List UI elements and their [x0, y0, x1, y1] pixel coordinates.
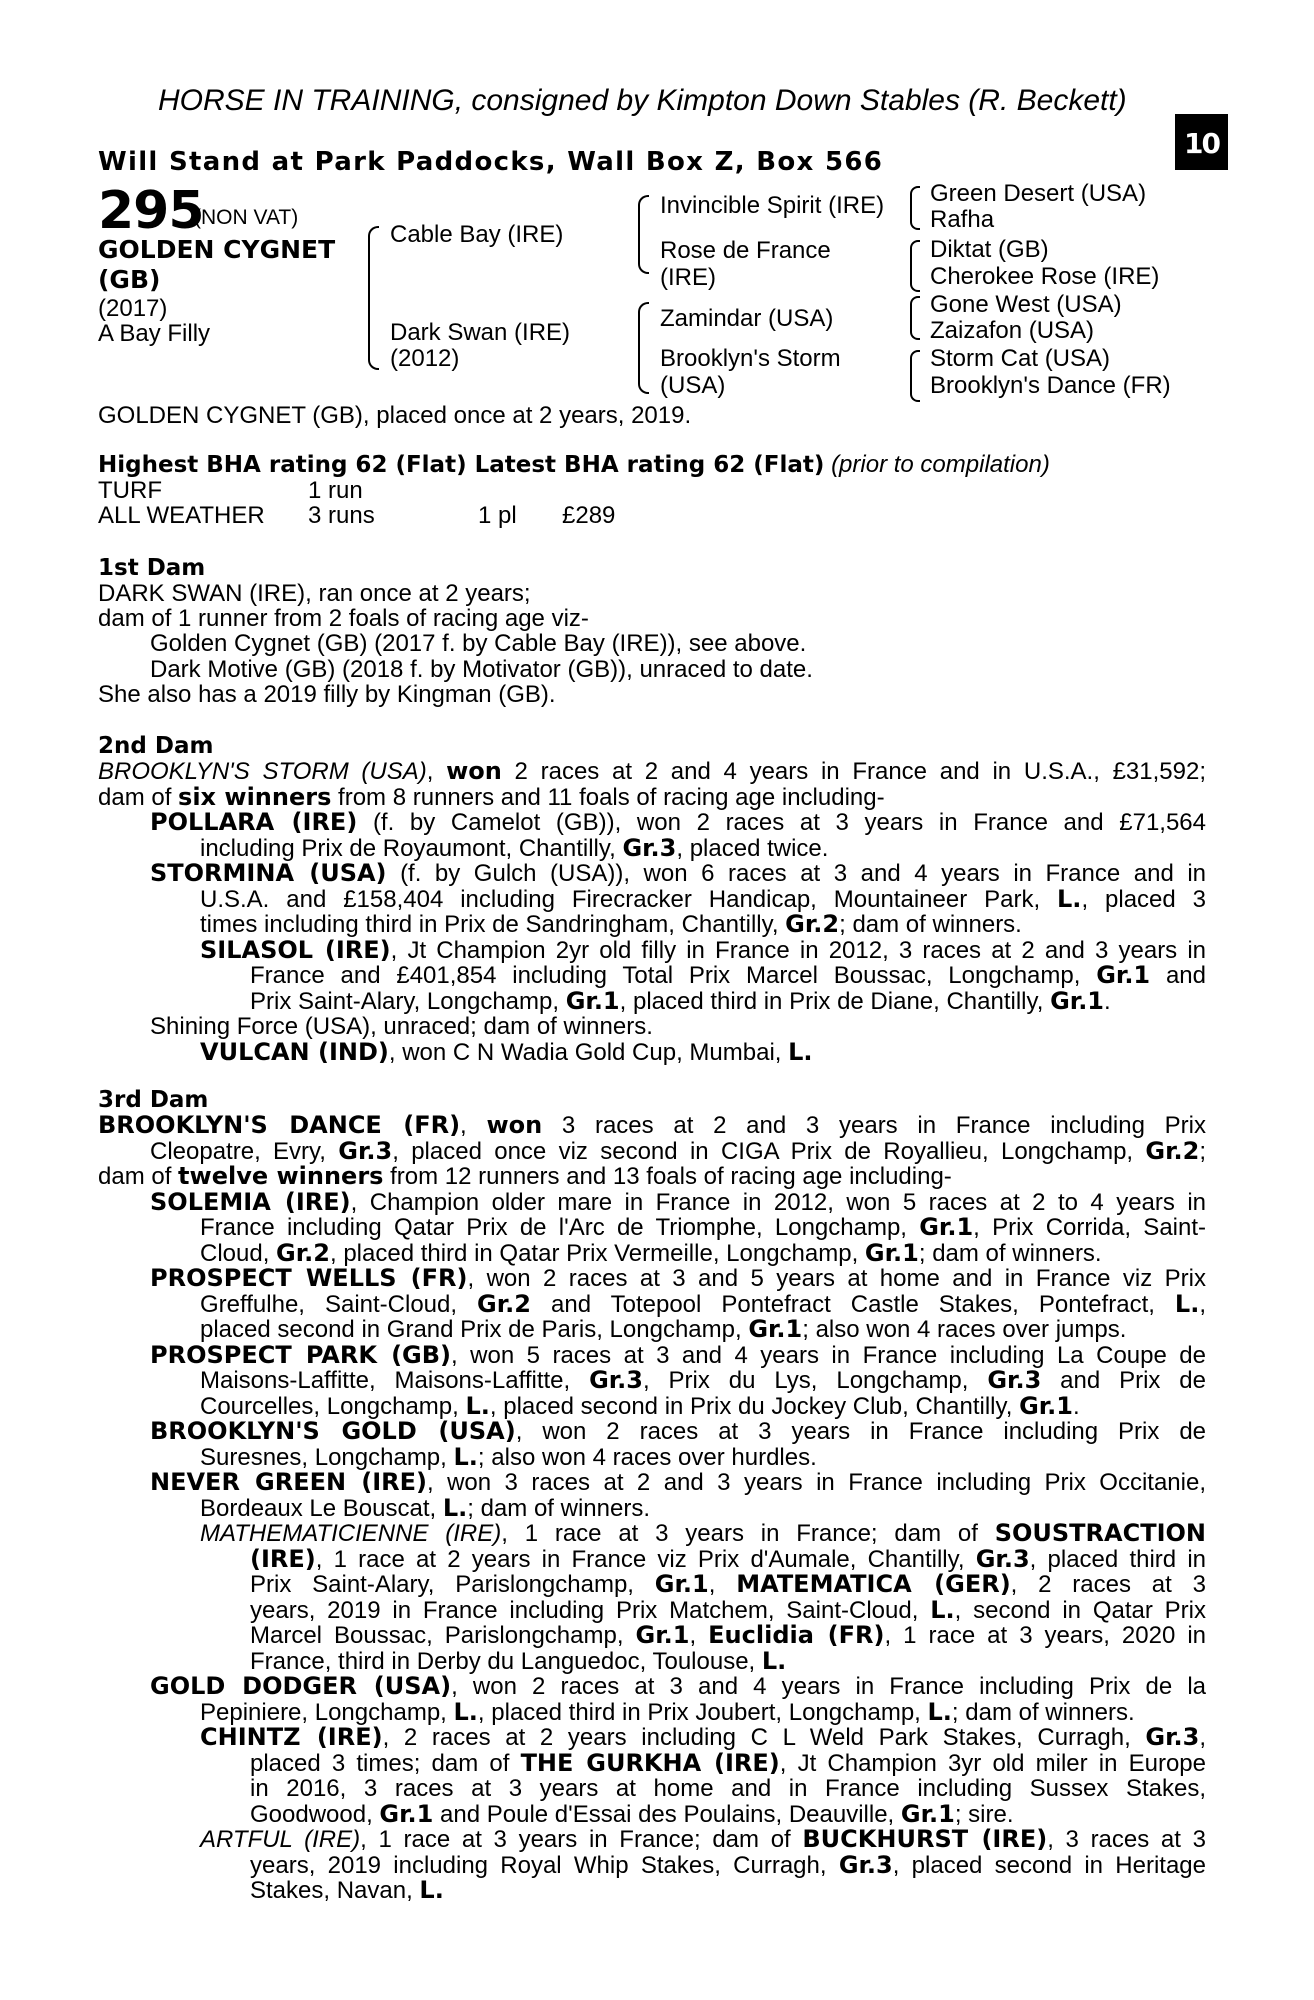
text-line: years, 2019 including Royal Whip Stakes, Curragh, Gr.3, placed second in Heritage	[250, 1850, 1206, 1879]
first-dam-line: She also has a 2019 filly by Kingman (GB).	[98, 681, 556, 708]
bha-rating	[98, 452, 1050, 479]
pedigree-brace-ss	[910, 186, 920, 230]
pedigree-dds: Storm Cat (USA)	[930, 345, 1111, 372]
text-line: Goodwood, Gr.1 and Poule d'Essai des Poulains, Deauville, Gr.1; sire.	[250, 1799, 1014, 1828]
pedigree-brace-ds	[910, 296, 920, 340]
text-line: Greffulhe, Saint-Cloud, Gr.2 and Totepool Pontefract Castle Stakes, Pontefract, L.,	[200, 1289, 1207, 1318]
second-dam-heading: 2nd Dam	[98, 733, 214, 759]
horse-description: A Bay Filly	[98, 320, 211, 347]
third-dam-heading: 3rd Dam	[98, 1087, 209, 1113]
pedigree-ssd: Rafha	[930, 206, 995, 233]
pedigree-sss: Green Desert (USA)	[930, 180, 1147, 207]
pedigree-ddd: Brooklyn's Dance (FR)	[930, 372, 1171, 399]
lot-number: 295	[98, 181, 204, 241]
text-line: dam of twelve winners from 12 runners and 13 foals of racing age including-	[98, 1162, 952, 1190]
pedigree-sire-dam-line1: Rose de France	[660, 237, 831, 264]
text-line: Bordeaux Le Bouscat, L.; dam of winners.	[200, 1493, 650, 1522]
text-line: Cleopatre, Evry, Gr.3, placed once viz second in CIGA Prix de Royallieu, Longchamp, Gr.2;	[150, 1136, 1207, 1165]
horse-name-line2: (GB)	[98, 265, 161, 294]
text-line: times including third in Prix de Sandringham, Chantilly, Gr.2; dam of winners.	[200, 910, 1022, 938]
pedigree-brace-dam	[638, 302, 649, 394]
text-line: Stakes, Navan, L.	[250, 1876, 444, 1904]
text-line: BROOKLYN'S GOLD (USA), won 2 races at 3 years in France including Prix de	[150, 1417, 1207, 1445]
pedigree-brace-gen1	[368, 226, 379, 370]
text-line: France, third in Derby du Languedoc, Toulouse, L.	[250, 1646, 787, 1675]
text-line: SILASOL (IRE), Jt Champion 2yr old filly in France in 2012, 3 races at 2 and 3 years in	[200, 935, 1206, 964]
text-line: including Prix de Royaumont, Chantilly, Gr.3, placed twice.	[200, 833, 829, 862]
aw-placed: 1 pl	[478, 502, 517, 529]
text-line: dam of six winners from 8 runners and 11 foals of racing age including-	[98, 782, 885, 811]
pedigree-brace-sire	[638, 195, 649, 274]
pedigree-brace-sd	[910, 240, 920, 292]
text-line: Pepiniere, Longchamp, L., placed third in Prix Joubert, Longchamp, L.; dam of winners.	[200, 1697, 1135, 1726]
turf-runs: 1 run	[308, 477, 363, 504]
text-line: CHINTZ (IRE), 2 races at 2 years including C L Weld Park Stakes, Curragh, Gr.3,	[200, 1723, 1206, 1751]
text-line: BROOKLYN'S STORM (USA), won 2 races at 2 and 4 years in France and in U.S.A., £31,592;	[98, 757, 1207, 785]
text-line: SOLEMIA (IRE), Champion older mare in France in 2012, won 5 races at 2 to 4 years in	[150, 1187, 1207, 1216]
horse-name	[98, 235, 378, 295]
text-line: ARTFUL (IRE), 1 race at 3 years in France; dam of BUCKHURST (IRE), 3 races at 3	[200, 1825, 1206, 1853]
text-line: Prix Saint-Alary, Longchamp, Gr.1, placed third in Prix de Diane, Chantilly, Gr.1.	[250, 986, 1111, 1015]
pedigree-sire-sire: Invincible Spirit (IRE)	[660, 192, 885, 219]
first-dam-line: DARK SWAN (IRE), ran once at 2 years;	[98, 580, 531, 607]
bha-rating-note: (prior to compilation)	[831, 451, 1050, 478]
text-line: (IRE), 1 race at 2 years in France viz Prix d'Aumale, Chantilly, Gr.3, placed third in	[250, 1544, 1206, 1573]
aw-runs: 3 runs	[308, 502, 375, 529]
text-line: Cloud, Gr.2, placed third in Qatar Prix Vermeille, Longchamp, Gr.1; dam of winners.	[200, 1238, 1102, 1267]
text-line: U.S.A. and £158,404 including Firecracker Handicap, Mountaineer Park, L., placed 3	[200, 884, 1206, 913]
text-line: MATHEMATICIENNE (IRE), 1 race at 3 years in France; dam of SOUSTRACTION	[200, 1519, 1206, 1547]
pedigree-brace-dd	[910, 350, 920, 402]
page-tag-number: 10	[1184, 127, 1219, 160]
horse-name-line1: GOLDEN CYGNET	[98, 235, 336, 264]
page-tag-badge	[1175, 90, 1228, 170]
turf-label: TURF	[98, 477, 162, 504]
plus-icon: +	[1177, 90, 1189, 109]
text-line: France and £401,854 including Total Prix Marcel Boussac, Longchamp, Gr.1 and	[250, 961, 1206, 989]
pedigree-sdd: Cherokee Rose (IRE)	[930, 263, 1160, 290]
pedigree-dam-line2: (2012)	[390, 345, 460, 372]
text-line: Marcel Boussac, Parislongchamp, Gr.1, Euclidia (FR), 1 race at 3 years, 2020 in	[250, 1621, 1207, 1649]
bha-rating-text: Highest BHA rating 62 (Flat) Latest BHA rating 62 (Flat)	[98, 452, 825, 478]
text-line: PROSPECT PARK (GB), won 5 races at 3 and 4 years in France including La Coupe de	[150, 1340, 1206, 1369]
vat-status: (NON VAT)	[194, 206, 299, 229]
text-line: in 2016, 3 races at 3 years at home and in France including Sussex Stakes,	[250, 1775, 1206, 1802]
text-line: France including Qatar Prix de l'Arc de Triomphe, Longchamp, Gr.1, Prix Corrida, Saint-	[200, 1213, 1207, 1241]
pedigree-dam-line1: Dark Swan (IRE)	[390, 319, 571, 346]
first-dam-line: dam of 1 runner from 2 foals of racing age viz-	[98, 605, 589, 632]
second-dam-section	[98, 759, 1206, 1065]
text-line: Suresnes, Longchamp, L.; also won 4 races over hurdles.	[200, 1442, 817, 1471]
text-line: NEVER GREEN (IRE), won 3 races at 2 and 3 years in France including Prix Occitanie,	[150, 1468, 1206, 1496]
pedigree-sire: Cable Bay (IRE)	[390, 221, 564, 248]
text-line: years, 2019 in France including Prix Matchem, Saint-Cloud, L., second in Qatar Prix	[250, 1595, 1207, 1624]
pedigree-dam-dam-line2: (USA)	[660, 372, 726, 399]
pedigree-dss: Gone West (USA)	[930, 291, 1122, 318]
pedigree-dsd: Zaizafon (USA)	[930, 317, 1095, 344]
first-dam-line: Golden Cygnet (GB) (2017 f. by Cable Bay (IRE)), see above.	[150, 630, 807, 657]
text-line: GOLD DODGER (USA), won 2 races at 3 and 4 years in France including Prix de la	[150, 1672, 1206, 1700]
text-line: placed second in Grand Prix de Paris, Longchamp, Gr.1; also won 4 races over jumps.	[200, 1315, 1127, 1343]
catalogue-header: HORSE IN TRAINING, consigned by Kimpton Down Stables (R. Beckett)	[158, 84, 1127, 117]
text-line: VULCAN (IND), won C N Wadia Gold Cup, Mumbai, L.	[200, 1037, 813, 1066]
third-dam-section	[98, 1113, 1206, 1904]
first-dam-line: Dark Motive (GB) (2018 f. by Motivator (GB)), unraced to date.	[150, 656, 813, 683]
text-line: BROOKLYN'S DANCE (FR), won 3 races at 2 and 3 years in France including Prix	[98, 1111, 1206, 1139]
text-line: Shining Force (USA), unraced; dam of winners.	[150, 1013, 653, 1040]
pedigree-dam-sire: Zamindar (USA)	[660, 305, 834, 332]
first-dam-heading: 1st Dam	[98, 555, 206, 581]
pedigree-dam-dam-line1: Brooklyn's Storm	[660, 345, 841, 372]
aw-prize: £289	[562, 502, 616, 529]
pedigree-sire-dam-line2: (IRE)	[660, 264, 716, 291]
text-line: POLLARA (IRE) (f. by Camelot (GB)), won 2 races at 3 years in France and £71,564	[150, 808, 1207, 836]
text-line: PROSPECT WELLS (FR), won 2 races at 3 and 5 years at home and in France viz Prix	[150, 1264, 1206, 1292]
text-line: Courcelles, Longchamp, L., placed second in Prix du Jockey Club, Chantilly, Gr.1.	[200, 1391, 1080, 1420]
foaling-year: (2017)	[98, 295, 168, 322]
text-line: STORMINA (USA) (f. by Gulch (USA)), won 6 races at 3 and 4 years in France and in	[150, 859, 1207, 887]
pedigree-sds: Diktat (GB)	[930, 236, 1049, 263]
text-line: placed 3 times; dam of THE GURKHA (IRE), Jt Champion 3yr old miler in Europe	[250, 1748, 1207, 1777]
stand-location: Will Stand at Park Paddocks, Wall Box Z, Box 566	[98, 147, 884, 177]
text-line: Prix Saint-Alary, Parislongchamp, Gr.1, MATEMATICA (GER), 2 races at 3	[250, 1570, 1206, 1598]
race-summary: GOLDEN CYGNET (GB), placed once at 2 years, 2019.	[98, 402, 692, 429]
aw-label: ALL WEATHER	[98, 502, 265, 529]
text-line: Maisons-Laffitte, Maisons-Laffitte, Gr.3, Prix du Lys, Longchamp, Gr.3 and Prix de	[200, 1366, 1207, 1394]
